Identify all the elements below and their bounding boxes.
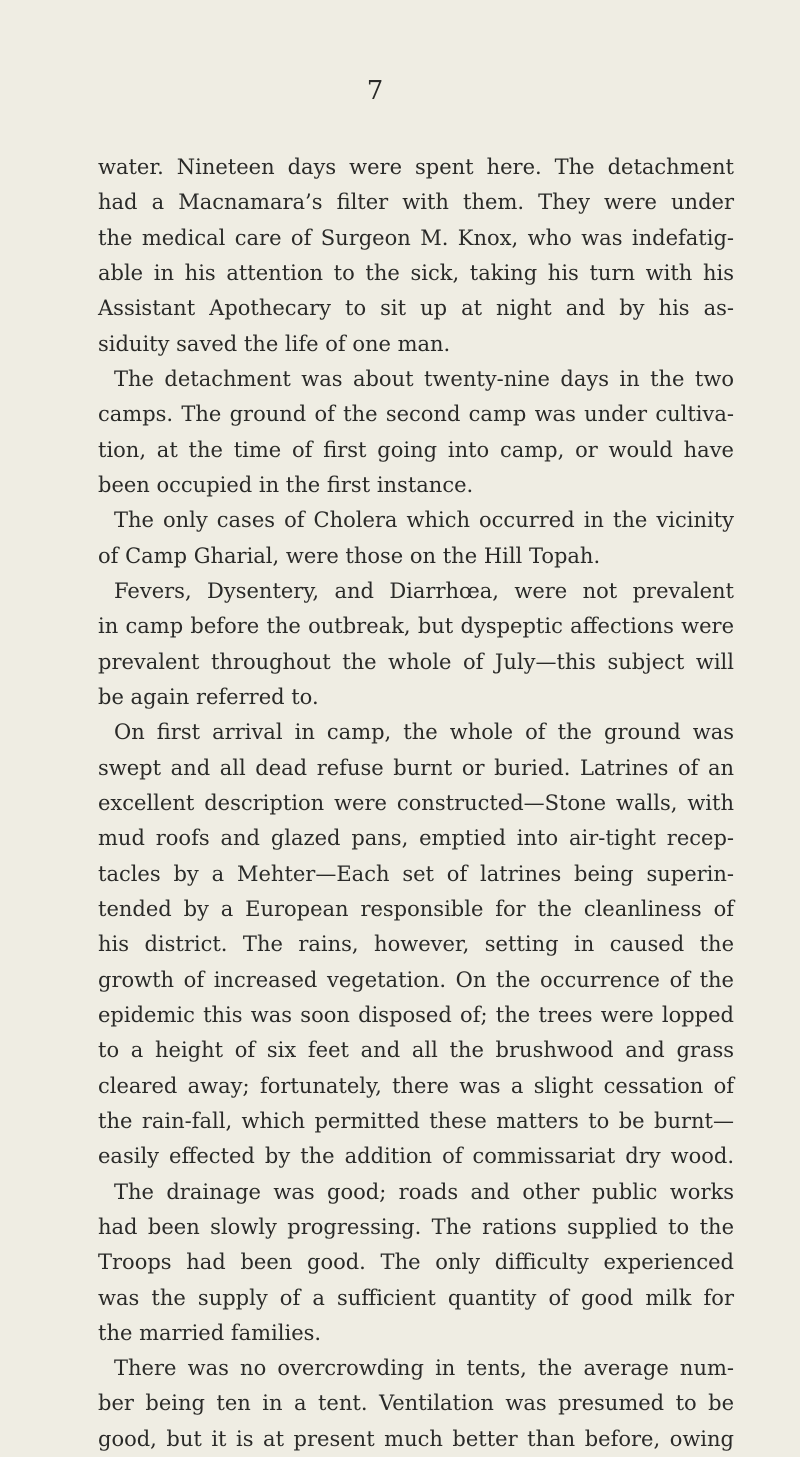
text-line: been occupied in the first instance.	[98, 472, 474, 497]
text-line: the rain-fall, which permitted these matters to be burnt—	[98, 1108, 734, 1133]
text-line: camps. The ground of the second camp was under cultiva-	[98, 402, 734, 427]
text-line: tended by a European responsible for the cleanliness of	[98, 896, 734, 921]
text-line: was the supply of a sufficient quantity of good milk for	[98, 1285, 734, 1310]
text-line: swept and all dead refuse burnt or buried. Latrines of an	[98, 755, 734, 780]
text-line: The only cases of Cholera which occurred in the vicinity	[114, 508, 734, 533]
text-line: to a height of six feet and all the brushwood and grass	[98, 1038, 734, 1063]
text-line: growth of increased vegetation. On the occurrence of the	[98, 967, 734, 992]
text-line: Assistant Apothecary to sit up at night and by his as-	[98, 296, 734, 321]
text-line: able in his attention to the sick, taking his turn with his	[98, 260, 734, 285]
text-line: had been slowly progressing. The rations supplied to the	[98, 1214, 734, 1239]
text-line: easily effected by the addition of commissariat dry wood.	[98, 1144, 734, 1169]
text-line: The detachment was about twenty-nine days in the two	[114, 366, 734, 391]
text-line: epidemic this was soon disposed of; the trees were lopped	[98, 1002, 734, 1027]
text-line: good, but it is at present much better than before, owing	[98, 1426, 734, 1451]
text-line: tion, at the time of first going into camp, or would have	[98, 437, 734, 462]
text-line: had a Macnamara’s filter with them. They were under	[98, 190, 734, 215]
text-line: The drainage was good; roads and other public works	[114, 1179, 734, 1204]
body-text	[98, 150, 734, 1457]
text-line: Troops had been good. The only difficulty experienced	[98, 1250, 734, 1275]
text-line: siduity saved the life of one man.	[98, 331, 451, 356]
page-number: 7	[366, 76, 384, 106]
text-line: mud roofs and glazed pans, emptied into air-tight recep-	[98, 826, 734, 851]
text-line: cleared away; fortunately, there was a slight cessation of	[98, 1073, 734, 1098]
text-line: tacles by a Mehter—Each set of latrines being superin-	[98, 861, 734, 886]
text-line: be again referred to.	[98, 684, 319, 709]
text-line: excellent description were constructed—Stone walls, with	[98, 790, 734, 815]
text-line: prevalent throughout the whole of July—this subject will	[98, 649, 734, 674]
text-line: in camp before the outbreak, but dyspeptic affections were	[98, 614, 734, 639]
text-line: the married families.	[98, 1320, 322, 1345]
text-line: water. Nineteen days were spent here. The detachment	[98, 155, 734, 179]
text-line: the medical care of Surgeon M. Knox, who was indefatig-	[98, 225, 734, 250]
text-line: There was no overcrowding in tents, the average num-	[114, 1356, 734, 1381]
text-line: of Camp Gharial, were those on the Hill Topah.	[98, 543, 601, 568]
text-line: his district. The rains, however, setting in caused the	[98, 932, 734, 957]
text-line: Fevers, Dysentery, and Diarrhœa, were not prevalent	[114, 578, 734, 603]
text-line: ber being ten in a tent. Ventilation was presumed to be	[98, 1391, 734, 1416]
text-line: On first arrival in camp, the whole of the ground was	[114, 720, 734, 745]
